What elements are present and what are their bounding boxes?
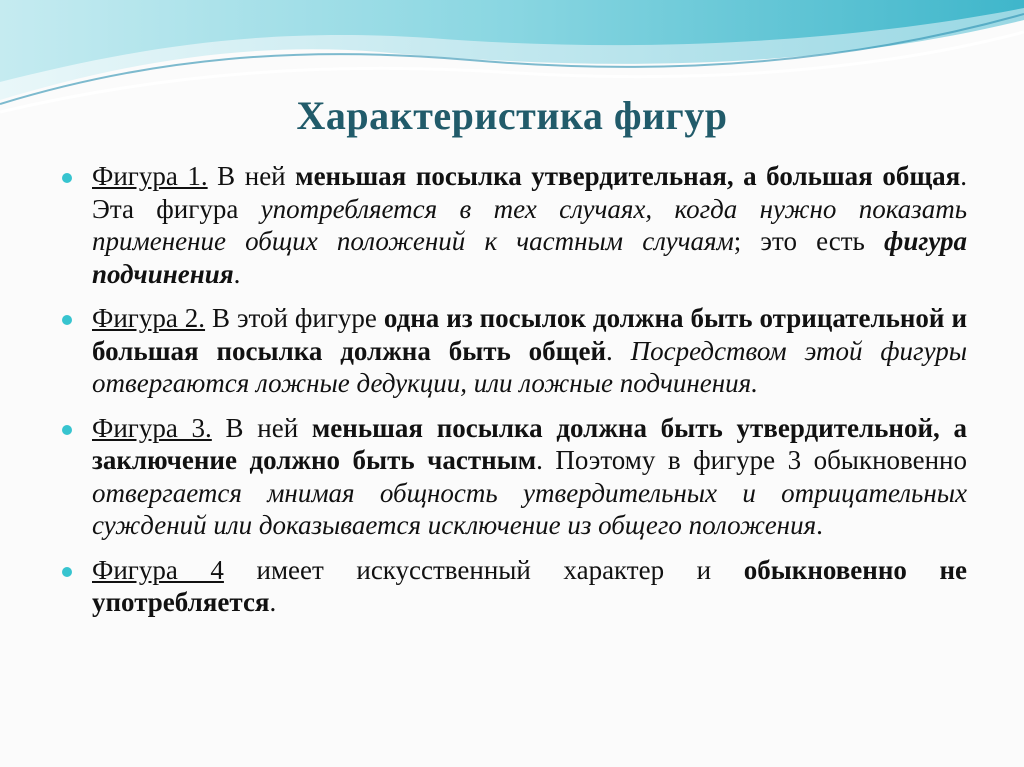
slide-title: Характеристика фигур xyxy=(296,93,728,138)
text-segment: В ней xyxy=(207,161,296,191)
text-segment: отвергается мнимая общность утвердительных и отрицательных суждений или доказывается исключение из общего положения xyxy=(92,477,967,540)
text-segment: фигура подчинения xyxy=(92,226,967,289)
bullet-icon xyxy=(62,567,72,577)
text-segment: имеет искусственный характер и xyxy=(223,554,744,585)
text-segment: меньшая посылка утвердительная, а большая общая xyxy=(295,161,961,191)
text-segment: Фигура 1. xyxy=(92,161,208,191)
bullet-item xyxy=(62,554,967,619)
text-segment: . xyxy=(816,510,823,540)
text-segment: . Поэтому в фигуре 3 обыкновенно xyxy=(536,445,967,475)
text-segment: Фигура 2. xyxy=(92,303,206,333)
text-segment: Фигура 4 xyxy=(92,554,224,585)
text-segment: Посредством этой фигуры отвергаются ложные дедукции, или ложные подчинения. xyxy=(92,335,968,398)
text-segment: В ней xyxy=(211,412,312,443)
text-segment: употребляется в тех случаях, когда нужно показать применение общих положений к частным случаям xyxy=(92,193,967,256)
bullet-icon xyxy=(62,173,72,183)
bullet-list xyxy=(62,160,967,631)
text-segment: Фигура 3. xyxy=(92,412,212,443)
text-segment: В этой фигуре xyxy=(205,303,384,333)
bullet-item xyxy=(62,302,967,400)
text-segment: меньшая посылка должна быть утвердительной, а заключение должно быть частным xyxy=(92,412,967,475)
text-segment: ; это есть xyxy=(733,226,885,256)
bullet-text xyxy=(92,412,967,542)
bullet-text xyxy=(92,302,967,400)
text-segment: обыкновенно не употребляется xyxy=(92,554,967,617)
text-segment: . xyxy=(606,335,631,366)
bullet-text xyxy=(92,160,967,290)
bullet-item xyxy=(62,412,967,542)
text-segment: . Эта фигура xyxy=(92,161,967,224)
bullet-icon xyxy=(62,315,72,325)
bullet-item xyxy=(62,160,967,290)
text-segment: . xyxy=(269,587,277,617)
text-segment: одна из посылок должна быть отрицательной и большая посылка должна быть общей xyxy=(92,303,967,366)
bullet-text xyxy=(92,554,967,619)
bullet-icon xyxy=(62,425,72,435)
text-segment: . xyxy=(233,258,241,289)
